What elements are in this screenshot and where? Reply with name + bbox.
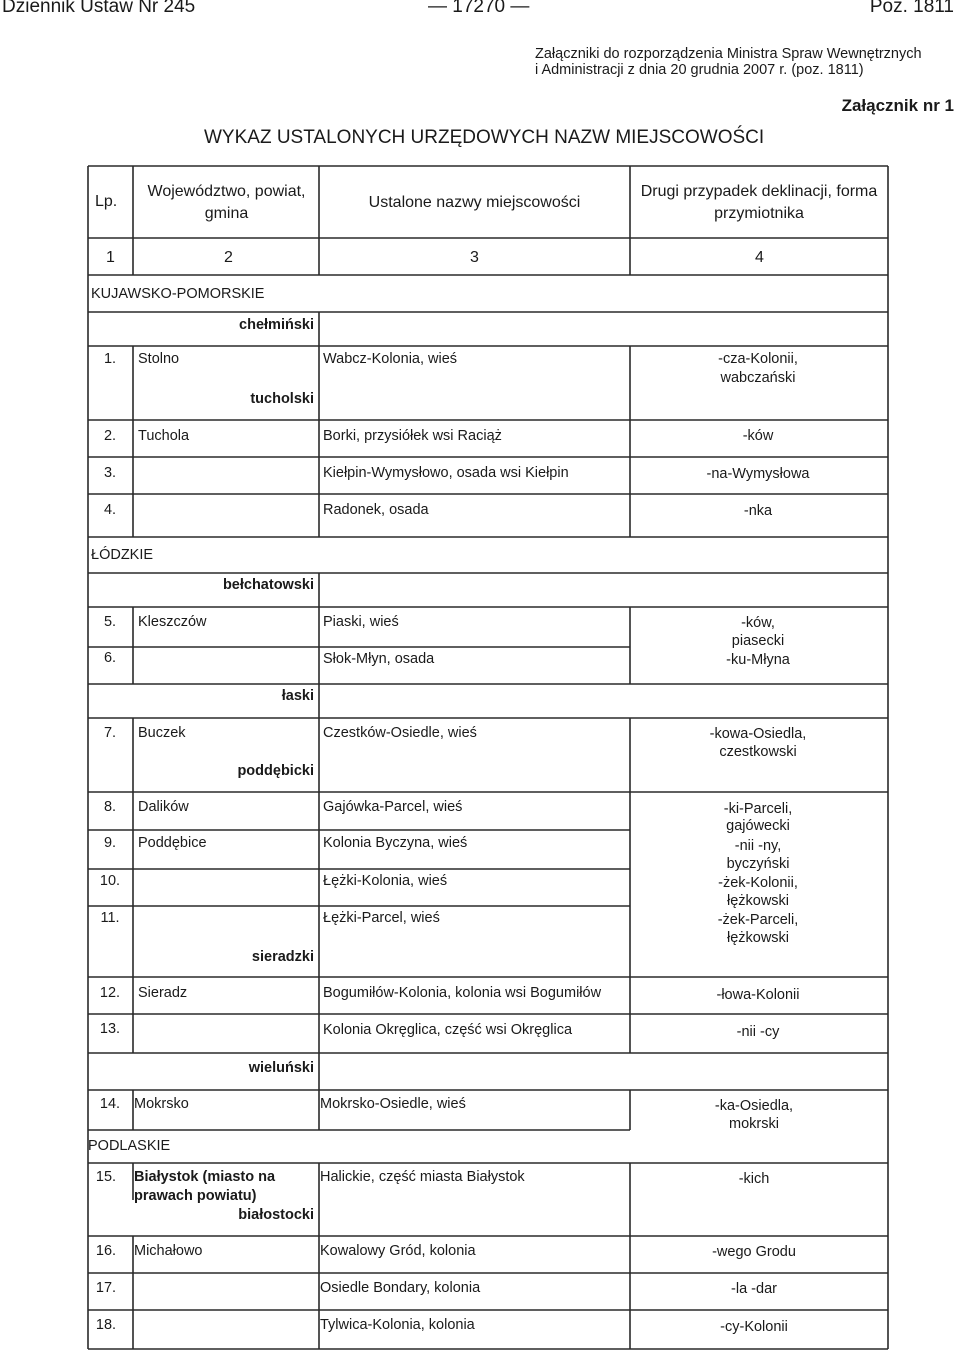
row-adjective: piasecki xyxy=(731,633,785,649)
annex-note-line2: i Administracji z dnia 20 grudnia 2007 r. (poz. 1811) xyxy=(535,62,864,78)
row-gmina-line2: prawach powiatu) xyxy=(134,1188,257,1204)
row-lp: 7. xyxy=(103,725,117,741)
powiat-heading: sieradzki xyxy=(251,949,314,965)
row-place-name: Piaski, wieś xyxy=(323,614,399,630)
voivodeship-heading: PODLASKIE xyxy=(88,1138,171,1154)
row-declension: -la -dar xyxy=(731,1281,777,1297)
row-lp: 15. xyxy=(95,1169,117,1185)
powiat-heading: tucholski xyxy=(250,391,314,407)
row-lp: 1. xyxy=(103,351,117,367)
header-voivodeship-line1: Województwo, powiat, xyxy=(147,183,306,200)
row-declension: -wego Grodu xyxy=(712,1244,796,1260)
header-place-names: Ustalone nazwy miejscowości xyxy=(368,194,581,211)
row-lp: 12. xyxy=(99,985,121,1001)
row-place-name: Tylwica-Kolonia, kolonia xyxy=(320,1317,475,1333)
row-gmina: Poddębice xyxy=(138,835,207,851)
row-declension: -cza-Kolonii, xyxy=(718,351,798,367)
row-gmina: Dalików xyxy=(138,799,189,815)
row-place-name: Osiedle Bondary, kolonia xyxy=(320,1280,481,1296)
row-gmina: Mokrsko xyxy=(134,1096,189,1112)
row-declension: -ku-Młyna xyxy=(726,652,790,668)
header-col-number-4: 4 xyxy=(755,249,764,266)
voivodeship-heading: ŁÓDZKIE xyxy=(91,547,154,563)
row-lp: 5. xyxy=(103,614,117,630)
row-lp: 6. xyxy=(103,650,117,666)
attachment-label: Załącznik nr 1 xyxy=(841,96,954,115)
position-number: Poz. 1811 xyxy=(869,0,954,17)
row-declension: -nii -ny, xyxy=(734,838,782,854)
row-declension: -ków, xyxy=(741,615,775,631)
row-gmina: Kleszczów xyxy=(138,614,207,630)
row-gmina: Białystok (miasto na xyxy=(134,1169,276,1185)
powiat-heading: łaski xyxy=(281,688,314,704)
row-declension: -kowa-Osiedla, xyxy=(709,726,807,742)
row-lp: 8. xyxy=(103,799,117,815)
row-gmina: Buczek xyxy=(138,725,186,741)
row-declension: -ka-Osiedla, xyxy=(714,1098,794,1114)
row-declension: -żek-Parceli, xyxy=(717,912,799,928)
row-lp: 13. xyxy=(99,1021,121,1037)
header-lp: Lp. xyxy=(95,193,118,210)
row-gmina: Stolno xyxy=(138,351,180,367)
row-gmina: Michałowo xyxy=(134,1243,203,1259)
row-place-name: Kiełpin-Wymysłowo, osada wsi Kiełpin xyxy=(323,465,569,481)
row-gmina: Tuchola xyxy=(138,428,190,444)
page-number: — 17270 — xyxy=(428,0,530,17)
document-title: WYKAZ USTALONYCH URZĘDOWYCH NAZW MIEJSCOWOŚCI xyxy=(204,127,765,148)
row-place-name: Halickie, część miasta Białystok xyxy=(320,1169,525,1185)
header-col-number-2: 2 xyxy=(224,249,233,266)
row-gmina: Sieradz xyxy=(138,985,188,1001)
powiat-heading: wieluński xyxy=(248,1060,314,1076)
annex-note-line1: Załączniki do rozporządzenia Ministra Spraw Wewnętrznych xyxy=(535,46,922,62)
row-place-name: Gajówka-Parcel, wieś xyxy=(323,799,463,815)
row-lp: 11. xyxy=(100,910,120,926)
row-place-name: Słok-Młyn, osada xyxy=(323,651,435,667)
row-lp: 3. xyxy=(103,465,117,481)
row-place-name: Borki, przysiółek wsi Raciąż xyxy=(323,428,502,444)
row-place-name: Czestków-Osiedle, wieś xyxy=(323,725,477,741)
row-place-name: Wabcz-Kolonia, wieś xyxy=(323,351,458,367)
row-lp: 16. xyxy=(95,1243,117,1259)
row-lp: 4. xyxy=(103,502,117,518)
row-adjective: gajówecki xyxy=(726,818,790,834)
powiat-heading: chełmiński xyxy=(239,317,314,333)
row-adjective: mokrski xyxy=(729,1116,779,1132)
row-adjective: byczyński xyxy=(726,856,790,872)
voivodeship-heading: KUJAWSKO-POMORSKIE xyxy=(91,286,265,302)
row-adjective: łężkowski xyxy=(726,930,790,946)
row-adjective: łężkowski xyxy=(726,893,790,909)
row-declension: -na-Wymysłowa xyxy=(706,466,810,482)
row-lp: 2. xyxy=(103,428,117,444)
row-place-name: Kowalowy Gród, kolonia xyxy=(320,1243,476,1259)
row-declension: -łowa-Kolonii xyxy=(716,987,800,1003)
row-place-name: Mokrsko-Osiedle, wieś xyxy=(320,1096,466,1112)
powiat-heading: bełchatowski xyxy=(222,577,314,593)
header-voivodeship-line2: gmina xyxy=(204,205,249,222)
row-lp: 17. xyxy=(95,1280,117,1296)
row-place-name: Łężki-Parcel, wieś xyxy=(323,910,440,926)
row-lp: 10. xyxy=(99,873,121,889)
row-adjective: wabczański xyxy=(720,370,796,386)
row-declension: -żek-Kolonii, xyxy=(718,875,798,891)
powiat-heading: poddębicki xyxy=(237,763,314,779)
row-place-name: Radonek, osada xyxy=(323,502,429,518)
row-declension: -nka xyxy=(743,503,773,519)
header-col-number-3: 3 xyxy=(470,249,479,266)
journal-title: Dziennik Ustaw Nr 245 xyxy=(2,0,196,17)
row-lp: 18. xyxy=(95,1317,117,1333)
row-place-name: Kolonia Byczyna, wieś xyxy=(323,835,468,851)
row-lp: 14. xyxy=(99,1096,121,1112)
row-declension: -kich xyxy=(738,1171,770,1187)
row-place-name: Bogumiłów-Kolonia, kolonia wsi Bogumiłów xyxy=(323,985,602,1001)
row-declension: -cy-Kolonii xyxy=(720,1319,788,1335)
row-declension: -ków xyxy=(742,428,774,444)
row-place-name: Kolonia Okręglica, część wsi Okręglica xyxy=(323,1022,573,1038)
row-declension: -ki-Parceli, xyxy=(723,801,793,817)
row-place-name: Łężki-Kolonia, wieś xyxy=(323,873,448,889)
row-lp: 9. xyxy=(103,835,117,851)
row-declension: -nii -cy xyxy=(736,1024,780,1040)
header-col-number-1: 1 xyxy=(106,249,115,266)
header-declension-line2: przymiotnika xyxy=(714,205,804,222)
powiat-heading: białostocki xyxy=(238,1207,314,1223)
header-declension-line1: Drugi przypadek deklinacji, forma xyxy=(640,183,878,200)
row-adjective: czestkowski xyxy=(719,744,797,760)
